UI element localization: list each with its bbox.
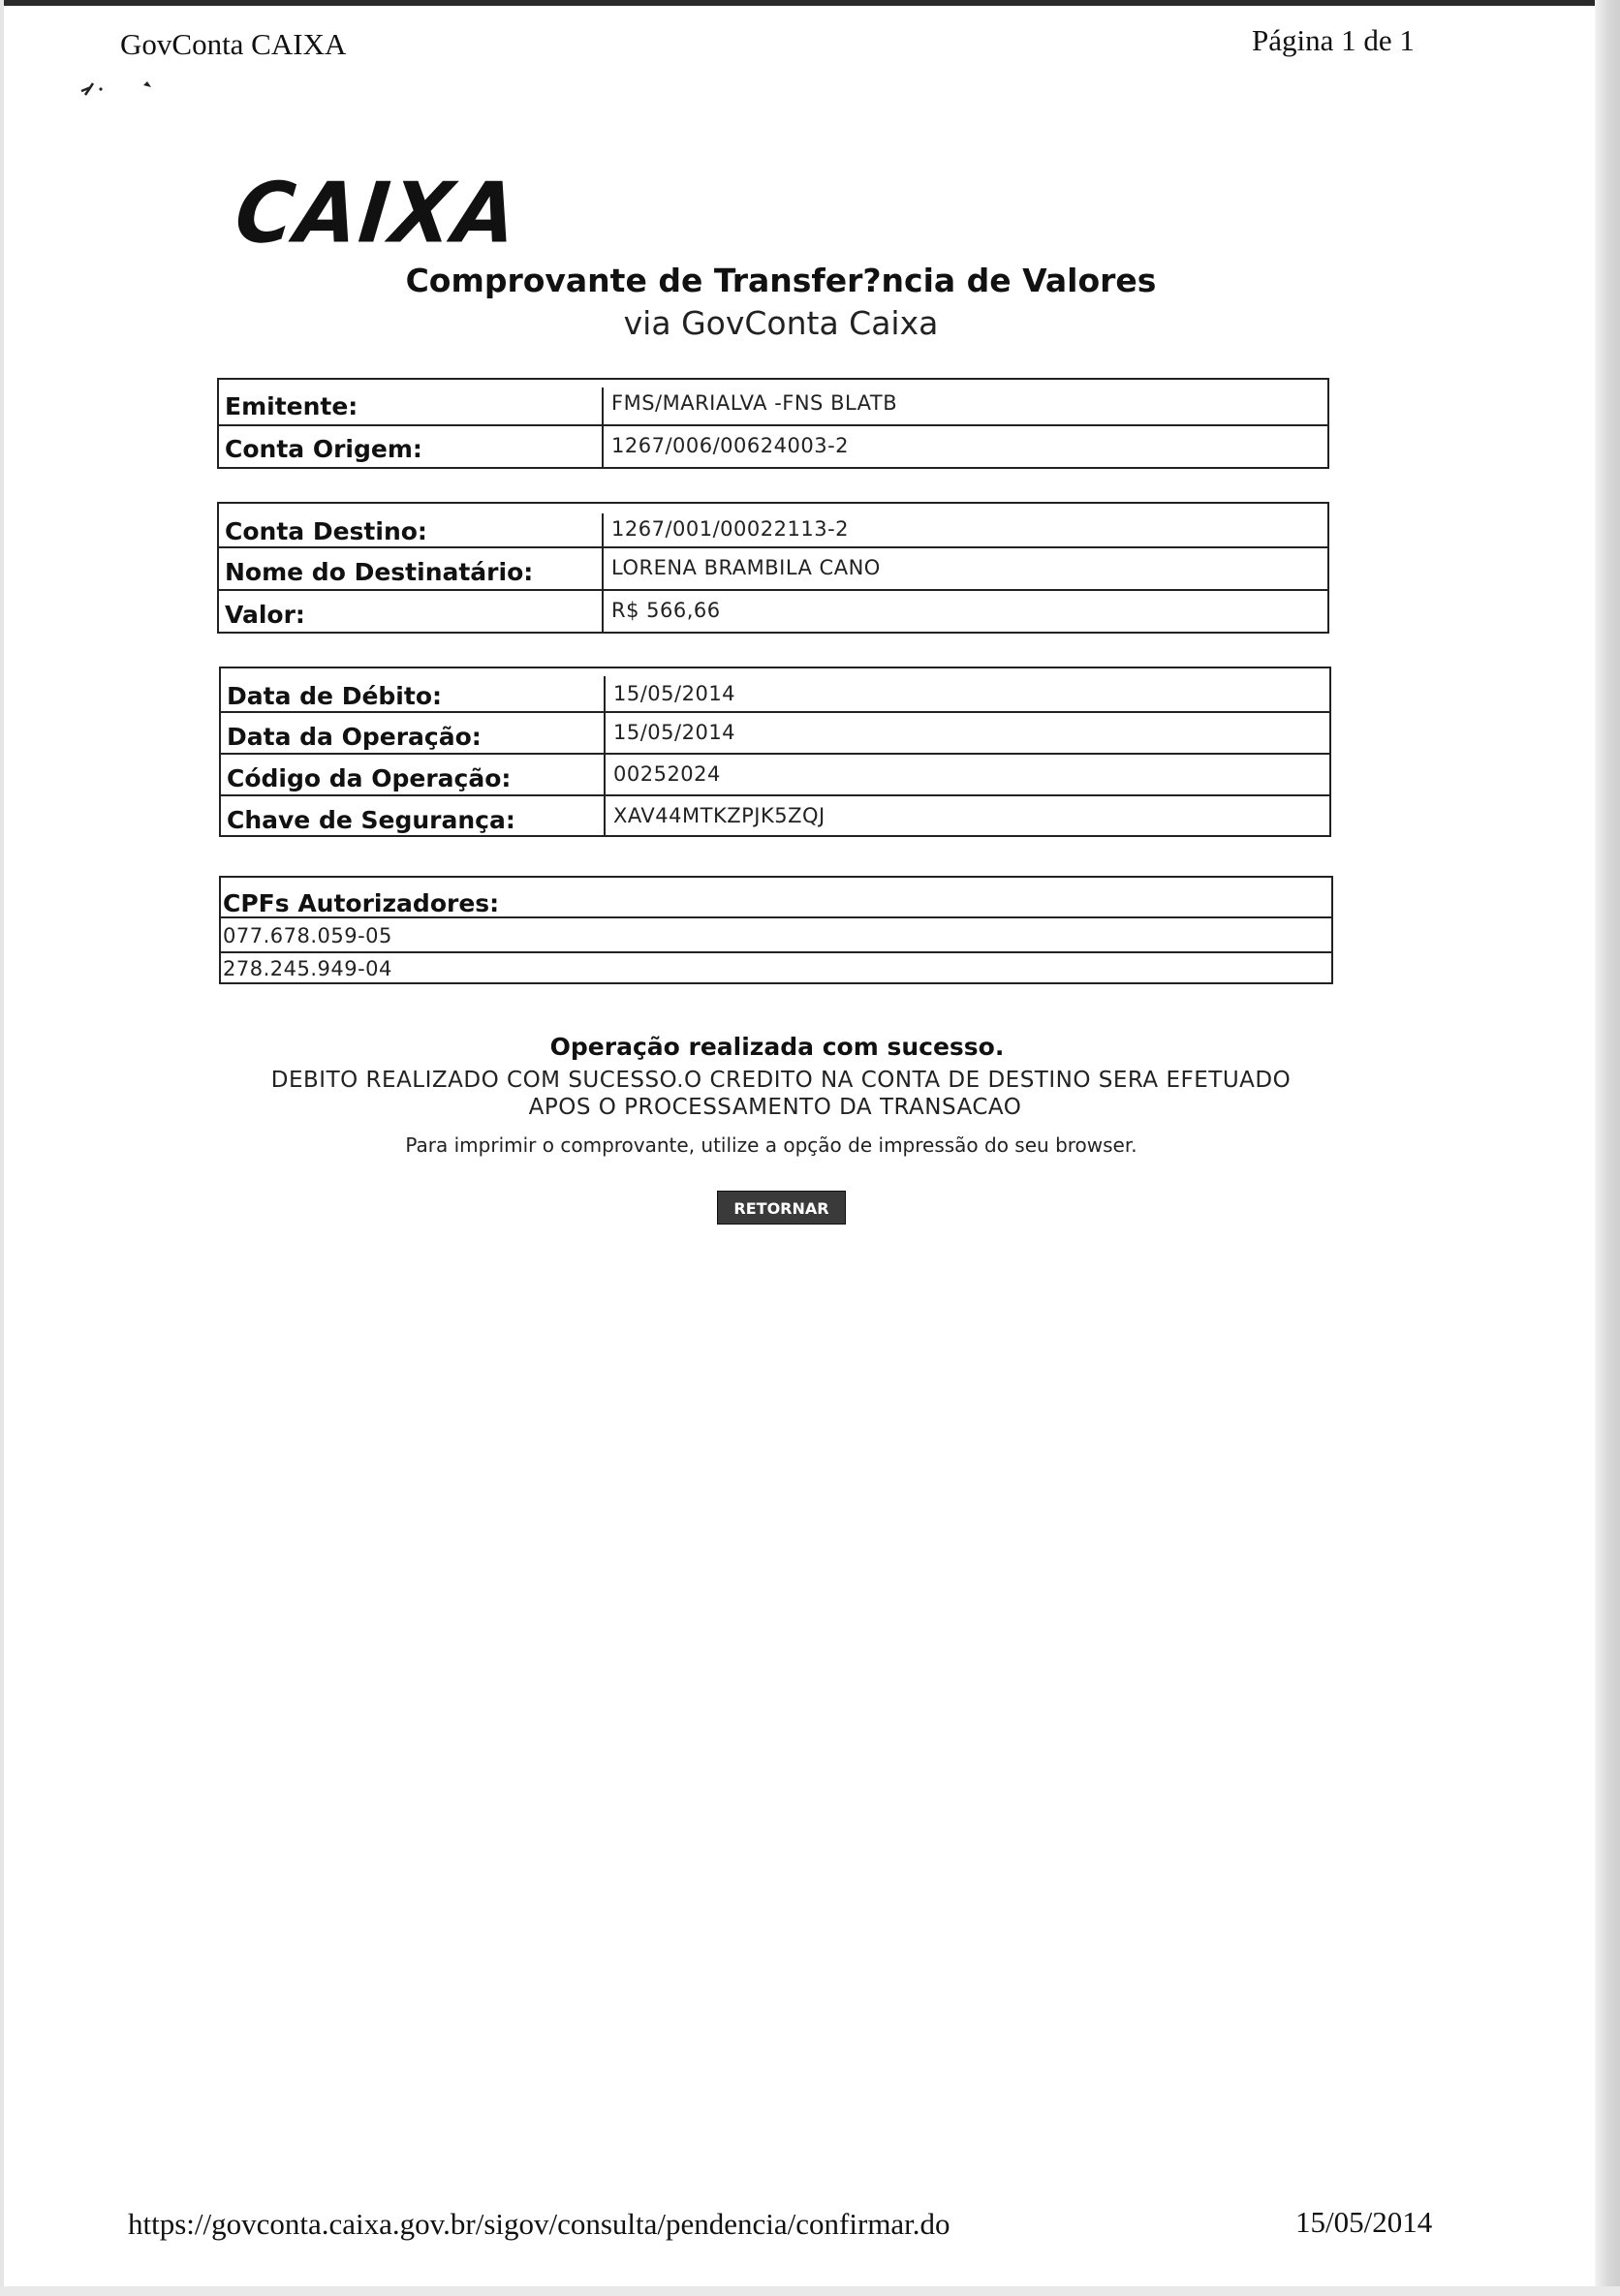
scan-edge-right — [1595, 0, 1620, 2296]
caixa-logo: CAIXA — [231, 165, 523, 263]
chave-seguranca-value: XAV44MTKZPJK5ZQJ — [613, 804, 826, 827]
status-message-line-1: DEBITO REALIZADO COM SUCESSO.O CREDITO NA CONTA DE DESTINO SERA EFETUADO — [270, 1068, 1292, 1093]
print-header-title: GovConta CAIXA — [120, 27, 347, 61]
nome-destinatario-value: LORENA BRAMBILA CANO — [611, 556, 881, 579]
table-row — [219, 548, 1327, 591]
column-divider — [602, 548, 604, 589]
table-row — [219, 380, 1327, 426]
scan-edge-bottom — [0, 2286, 1620, 2296]
chave-seguranca-label: Chave de Segurança: — [227, 806, 515, 834]
conta-destino-label: Conta Destino: — [225, 517, 427, 545]
pen-mark-icon — [79, 76, 157, 101]
document-title: Comprovante de Transfer?ncia de Valores — [405, 262, 1157, 299]
data-debito-label: Data de Débito: — [227, 682, 442, 710]
data-operacao-value: 15/05/2014 — [613, 721, 736, 744]
operation-table — [219, 667, 1331, 837]
print-footer-date: 15/05/2014 — [1295, 2205, 1433, 2239]
column-divider — [604, 755, 606, 794]
column-divider — [602, 388, 604, 424]
table-row — [219, 591, 1327, 634]
column-divider — [604, 676, 606, 711]
table-row — [221, 796, 1329, 837]
data-operacao-label: Data da Operação: — [227, 723, 482, 751]
data-debito-value: 15/05/2014 — [613, 682, 736, 705]
table-row — [221, 953, 1331, 984]
cpf-autorizador-1: 077.678.059-05 — [223, 924, 392, 947]
conta-origem-value: 1267/006/00624003-2 — [611, 434, 850, 457]
table-row — [221, 755, 1329, 796]
emitente-label: Emitente: — [225, 392, 358, 420]
codigo-operacao-label: Código da Operação: — [227, 764, 512, 792]
origin-table — [217, 378, 1329, 469]
column-divider — [602, 591, 604, 634]
cpfs-autorizadores-label: CPFs Autorizadores: — [223, 889, 500, 917]
scan-edge-top — [0, 0, 1620, 6]
conta-origem-label: Conta Origem: — [225, 435, 422, 463]
print-footer-url: https://govconta.caixa.gov.br/sigov/consulta/pendencia/confirmar.do — [128, 2207, 950, 2241]
table-row — [221, 713, 1329, 755]
table-row — [221, 668, 1329, 713]
return-button[interactable]: RETORNAR — [717, 1191, 846, 1225]
codigo-operacao-value: 00252024 — [613, 762, 721, 786]
column-divider — [602, 513, 604, 546]
column-divider — [604, 796, 606, 837]
print-header-page-number: Página 1 de 1 — [1252, 23, 1415, 57]
table-row — [219, 426, 1327, 469]
cpf-autorizador-2: 278.245.949-04 — [223, 957, 392, 980]
conta-destino-value: 1267/001/00022113-2 — [611, 517, 850, 541]
print-hint: Para imprimir o comprovante, utilize a opção de impressão do seu browser. — [405, 1133, 1137, 1157]
table-row — [221, 918, 1331, 953]
nome-destinatario-label: Nome do Destinatário: — [225, 558, 534, 586]
status-title: Operação realizada com sucesso. — [549, 1033, 1005, 1061]
table-row — [221, 878, 1331, 918]
table-row — [219, 504, 1327, 548]
destination-table — [217, 502, 1329, 634]
valor-label: Valor: — [225, 601, 305, 629]
document-subtitle: via GovConta Caixa — [623, 304, 939, 342]
valor-value: R$ 566,66 — [611, 599, 721, 622]
emitente-value: FMS/MARIALVA -FNS BLATB — [611, 391, 898, 415]
status-message-line-2: APOS O PROCESSAMENTO DA TRANSACAO — [528, 1095, 1022, 1120]
authorizers-table — [219, 876, 1333, 984]
column-divider — [602, 426, 604, 469]
column-divider — [604, 713, 606, 753]
